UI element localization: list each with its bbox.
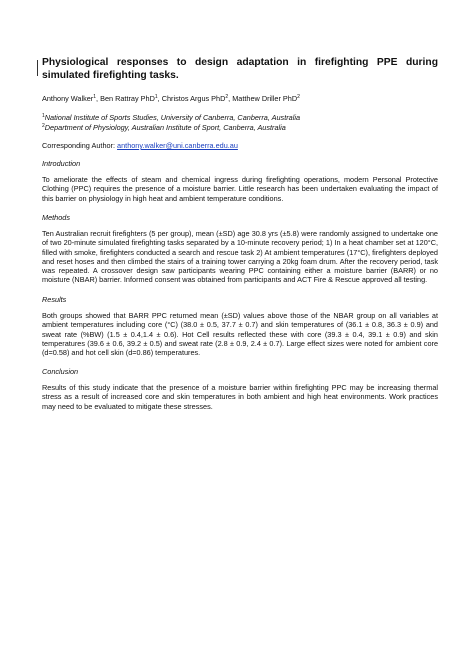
paper-title: Physiological responses to design adaptation in firefighting PPE during simulated firefighting tasks. [42, 57, 438, 81]
author-name: Christos Argus PhD [161, 94, 226, 103]
affiliation-text: National Institute of Sports Studies, University of Canberra, Canberra, Australia [44, 113, 301, 122]
author-list: Anthony Walker$^1$, Ben Rattray PhD$^1$, Christos Argus PhD$^2$, Matthew Driller PhD$^2$ [42, 94, 300, 103]
section-body-conclusion: Results of this study indicate that the presence of a moisture barrier within firefighting PPC may be increasing thermal stress as a result of increased core and skin temperatures in both ambient and high heat environments. Work practices may need to be evaluated to mitigate these stresses. [42, 383, 438, 411]
author-name: Anthony Walker [42, 94, 94, 103]
affiliation-text: Department of Physiology, Australian Institute of Sport, Canberra, Australia [44, 122, 286, 132]
section-heading-introduction: Introduction [42, 159, 81, 168]
affiliation-item [42, 123, 438, 133]
author-affiliation-mark: 1 [154, 94, 158, 100]
author-affiliation-mark: 1 [93, 94, 97, 100]
affiliation-number: 2 [42, 122, 45, 129]
contact-email-link[interactable]: anthony.walker@uni.canberra.edu.au [117, 141, 238, 150]
section-heading-conclusion: Conclusion [42, 367, 79, 376]
author-affiliation-mark: 2 [297, 94, 300, 100]
affiliation-list [42, 113, 438, 132]
section-heading-results: Results [42, 295, 67, 304]
contact-label: Corresponding Author: [42, 141, 118, 150]
affiliation-item [42, 113, 438, 123]
author-name: Matthew Driller PhD [232, 94, 298, 103]
section-heading-methods: Methods [42, 213, 70, 222]
author-name: Ben Rattray PhD [100, 94, 155, 103]
author-affiliation-mark: 2 [225, 94, 229, 100]
corresponding-author [42, 141, 438, 150]
section-body-results: Both groups showed that BARR PPC returned mean (±SD) values above those of the NBAR group on all variables at ambient temperatures including core (°C) (38.0 ± 0.5, 37.7 ± 0.7) and skin temperatures of (36.1 ± 0.8, 36.3 ± 0.9) and sweat rate (%BW) (1.5 ± 0.4,1.4 ± 0.6). Hot Cell results reflected these with core (39.3 ± 0.4, 39.1 ± 0.9) and skin temperatures (39.6 ± 0.6, 39.2 ± 0.5) and sweat rate (2.8 ± 0.9, 2.4 ± 0.7). Large effect sizes were noted for ambient core (d=0.58) and hot cell skin (d=0.86) temperatures. [42, 311, 438, 358]
section-body-introduction: To ameliorate the effects of steam and chemical ingress during firefighting operations, modern Personal Protective Clothing (PPC) requires the presence of a moisture barrier. Little research has been undertaken evaluating the impact of this barrier on physiology in high heat and ambient temperature conditions. [42, 175, 438, 203]
section-body-methods: Ten Australian recruit firefighters (5 per group), mean (±SD) age 30.8 yrs (±5.8) were randomly assigned to undertake one of two 20-minute simulated firefighting tasks separated by a 10-minute recovery period; 1) In a heat chamber set at 120°C, filled with smoke, firefighters conducted a search and rescue task 2) At ambient temperatures (17°C), firefighters deployed and reset hoses and then climbed the stairs of a training tower carrying a 20kg foam drum. After the recovery period, task was repeated. A crossover design saw participants wearing PPC containing either a moisture barrier (BARR) or no moisture (NBAR) barrier. Informed consent was obtained from participants and ACT Fire & Rescue approved all testing. [42, 229, 438, 285]
affiliation-number: 1 [42, 113, 45, 119]
text-cursor-bar [37, 60, 38, 76]
